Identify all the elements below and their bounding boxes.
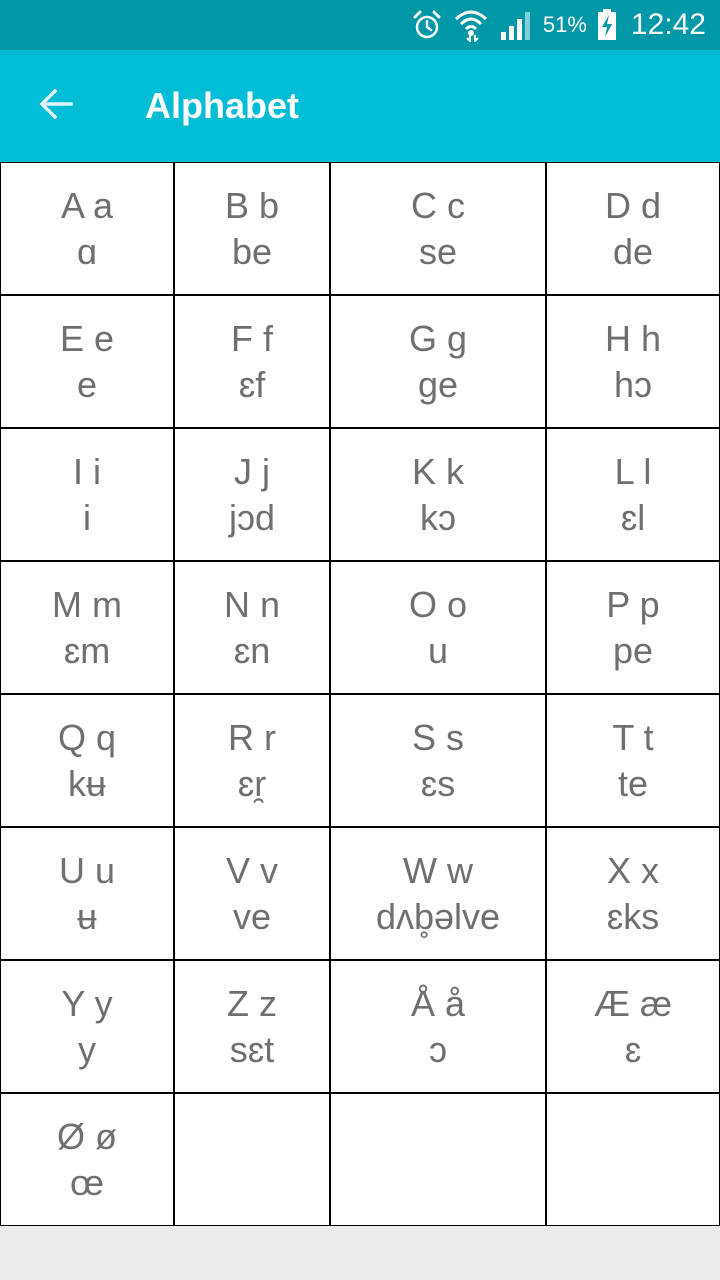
letter-cell[interactable] bbox=[0, 1093, 174, 1226]
letter-pronunciation: dʌb̥əlve bbox=[375, 895, 501, 937]
letter-pair: U u bbox=[58, 849, 116, 891]
letter-pronunciation: ɛm bbox=[63, 629, 111, 671]
letter-cell[interactable] bbox=[330, 960, 546, 1093]
letter-pronunciation: ɛs bbox=[420, 762, 456, 804]
letter-pair: Q q bbox=[57, 716, 117, 758]
letter-pair: V v bbox=[225, 849, 278, 891]
letter-pair: D d bbox=[604, 184, 662, 226]
letter-cell[interactable] bbox=[546, 561, 720, 694]
page-title: Alphabet bbox=[145, 85, 300, 126]
letter-pair: R r bbox=[228, 716, 276, 758]
letter-pronunciation: ge bbox=[417, 363, 459, 405]
letter-pronunciation: sɛt bbox=[229, 1028, 275, 1070]
letter-pair: S s bbox=[411, 716, 464, 758]
letter-cell[interactable] bbox=[546, 162, 720, 295]
letter-pair: G g bbox=[408, 317, 468, 359]
letter-cell[interactable] bbox=[0, 827, 174, 960]
letter-pair: E e bbox=[59, 317, 115, 359]
letter-cell[interactable] bbox=[0, 694, 174, 827]
letter-cell[interactable] bbox=[546, 827, 720, 960]
app-bar bbox=[0, 50, 720, 162]
letter-cell[interactable] bbox=[546, 295, 720, 428]
letter-pair: J j bbox=[234, 450, 270, 492]
letter-cell[interactable] bbox=[0, 960, 174, 1093]
letter-pair: A a bbox=[60, 184, 114, 226]
wifi-icon bbox=[453, 8, 489, 42]
alarm-icon bbox=[411, 9, 443, 41]
letter-pronunciation: ɛn bbox=[233, 629, 271, 671]
letter-pronunciation: jɔd bbox=[228, 496, 276, 538]
empty-cell bbox=[546, 1093, 720, 1226]
letter-pronunciation: ɛ bbox=[624, 1028, 642, 1070]
letter-cell[interactable] bbox=[330, 162, 546, 295]
clock: 12:42 bbox=[630, 8, 706, 41]
letter-pronunciation: ɑ bbox=[76, 230, 98, 272]
letter-pair: Å å bbox=[410, 982, 466, 1024]
letter-pair: H h bbox=[604, 317, 662, 359]
letter-pronunciation: ʉ bbox=[76, 895, 98, 937]
alphabet-grid bbox=[0, 162, 720, 1226]
letter-pair: X x bbox=[606, 849, 659, 891]
letter-cell[interactable] bbox=[174, 561, 330, 694]
letter-pair: Ø ø bbox=[57, 1115, 117, 1157]
empty-cell bbox=[330, 1093, 546, 1226]
letter-pronunciation: be bbox=[231, 230, 273, 272]
status-bar bbox=[0, 0, 720, 50]
letter-pronunciation: de bbox=[612, 230, 654, 272]
letter-pair: B b bbox=[224, 184, 280, 226]
letter-pronunciation: e bbox=[76, 363, 98, 405]
letter-pair: M m bbox=[52, 583, 122, 625]
letter-cell[interactable] bbox=[330, 827, 546, 960]
letter-pronunciation: kʉ bbox=[67, 762, 107, 804]
letter-pronunciation: kɔ bbox=[420, 496, 456, 538]
empty-cell bbox=[174, 1093, 330, 1226]
letter-pronunciation: hɔ bbox=[613, 363, 653, 405]
letter-pronunciation: u bbox=[427, 629, 449, 671]
letter-cell[interactable] bbox=[546, 428, 720, 561]
letter-pronunciation: ve bbox=[232, 895, 272, 937]
letter-pair: Z z bbox=[227, 982, 277, 1024]
letter-cell[interactable] bbox=[330, 428, 546, 561]
letter-cell[interactable] bbox=[0, 295, 174, 428]
letter-pair: Y y bbox=[61, 982, 113, 1024]
letter-cell[interactable] bbox=[174, 694, 330, 827]
letter-pair: I i bbox=[72, 450, 101, 492]
letter-cell[interactable] bbox=[174, 295, 330, 428]
letter-pronunciation: ɛks bbox=[606, 895, 660, 937]
letter-cell[interactable] bbox=[546, 694, 720, 827]
letter-cell[interactable] bbox=[174, 827, 330, 960]
letter-cell[interactable] bbox=[546, 960, 720, 1093]
letter-cell[interactable] bbox=[174, 960, 330, 1093]
letter-pronunciation: pe bbox=[612, 629, 654, 671]
letter-cell[interactable] bbox=[0, 561, 174, 694]
letter-cell[interactable] bbox=[330, 694, 546, 827]
letter-pair: L l bbox=[614, 450, 652, 492]
letter-pronunciation: y bbox=[78, 1028, 96, 1070]
letter-cell[interactable] bbox=[330, 561, 546, 694]
letter-pronunciation: ɛf bbox=[238, 363, 266, 405]
letter-cell[interactable] bbox=[0, 428, 174, 561]
letter-pronunciation: œ bbox=[70, 1161, 104, 1203]
letter-pronunciation: ɛl bbox=[620, 496, 646, 538]
letter-cell[interactable] bbox=[0, 162, 174, 295]
letter-cell[interactable] bbox=[174, 428, 330, 561]
letter-pronunciation: ɔ bbox=[429, 1028, 447, 1070]
letter-pair: F f bbox=[231, 317, 273, 359]
battery-percent: 51% bbox=[542, 12, 587, 37]
letter-pronunciation: te bbox=[617, 762, 649, 804]
letter-pair: T t bbox=[612, 716, 654, 758]
battery-charging-icon bbox=[597, 9, 617, 41]
letter-pair: C c bbox=[411, 184, 465, 226]
letter-pronunciation: se bbox=[418, 230, 458, 272]
letter-pair: N n bbox=[223, 583, 281, 625]
letter-pronunciation: i bbox=[83, 496, 91, 538]
letter-pair: O o bbox=[408, 583, 468, 625]
letter-pair: P p bbox=[606, 583, 660, 625]
letter-pronunciation: ɛr̯ bbox=[237, 762, 267, 804]
letter-pair: W w bbox=[403, 849, 473, 891]
letter-cell[interactable] bbox=[174, 162, 330, 295]
back-button[interactable] bbox=[36, 86, 76, 126]
signal-icon bbox=[499, 10, 533, 40]
letter-pair: Æ æ bbox=[593, 982, 672, 1024]
arrow-left-icon bbox=[38, 86, 74, 127]
letter-cell[interactable] bbox=[330, 295, 546, 428]
letter-pair: K k bbox=[411, 450, 464, 492]
